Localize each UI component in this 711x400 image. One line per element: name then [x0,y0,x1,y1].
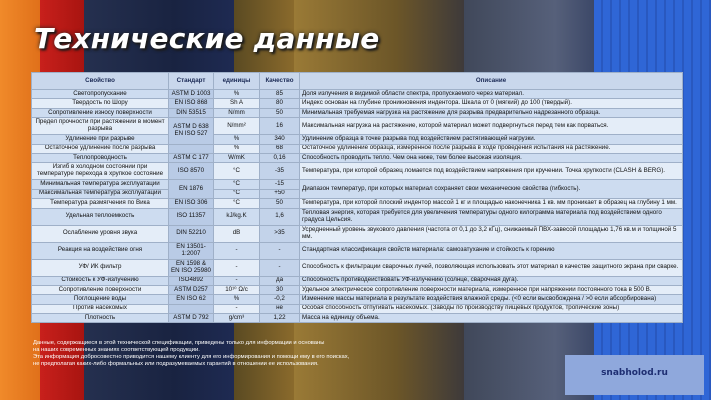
table-row [32,90,683,99]
cell-description: Способность проводить тепло. Чем она ниже, тем более высокая изоляция. [300,153,683,162]
cell-description: Индекс основан на глубине проникновения индентора. Шкала от 0 (мягкий) до 100 (твердый). [300,99,683,108]
cell-description: Температура, при которой образец ломается под воздействием напряжения при кручении. Точка хрупкости (CLASH & BERG). [300,163,683,180]
disclaimer-line: Данные, содержащиеся в этой технической спецификации, приведены только для информации и основаны [33,340,325,346]
cell-unit: W/mK [214,153,260,162]
cell-standard: EN 1598 & EN ISO 25980 [169,259,214,276]
cell-property: Ослабление уровня звука [32,225,169,242]
table-row [32,180,683,189]
cell-value: 50 [260,199,300,208]
cell-standard-line: ASTM D 638 [173,122,209,130]
cell-unit: °C [214,163,260,180]
table-row [32,295,683,304]
cell-description: Удлинение образца в точке разрыва под воздействием растягивающей нагрузки. [300,135,683,144]
cell-property: Поглощение воды [32,295,169,304]
cell-standard [169,304,214,313]
cell-unit: N/mm [214,108,260,117]
cell-unit: g/cm³ [214,314,260,323]
table-row [32,144,683,153]
cell-property: Светопропускание [32,90,169,99]
cell-unit: °C [214,180,260,189]
cell-property: Изгиб в холодном состоянии при температуре перехода в хрупкое состояние [32,163,169,180]
cell-unit: % [214,90,260,99]
cell-description: Стандартная классификация свойств материала: самозатухание и стойкость к горению [300,242,683,259]
table-header-row [32,73,683,90]
table-row [32,163,683,180]
cell-unit: kJ/kg.K [214,208,260,225]
cell-property: Удельная теплоемкость [32,208,169,225]
cell-property: Сопротивление износу поверхности [32,108,169,117]
cell-description: Способность противодействовать УФ-излучению (солнце, сварочная дуга). [300,276,683,285]
cell-unit: dB [214,225,260,242]
table-row [32,108,683,117]
cell-value: - [260,259,300,276]
header-standard: Стандарт [169,73,214,90]
cell-standard: ISO4892 [169,276,214,285]
cell-value: -35 [260,163,300,180]
cell-property: Плотность [32,314,169,323]
cell-unit: °C [214,189,260,198]
cell-value: 0,16 [260,153,300,162]
table-row [32,208,683,225]
cell-value: - [260,242,300,259]
table-row [32,225,683,242]
page-title: Технические данные [34,22,380,55]
cell-value: +50 [260,189,300,198]
cell-standard: ASTM D 1003 [169,90,214,99]
cell-unit: Sh A [214,99,260,108]
header-units: единицы [214,73,260,90]
cell-standard: EN ISO 868 [169,99,214,108]
cell-property: Остаточное удлинение после разрыва [32,144,169,153]
cell-value: не [260,304,300,313]
cell-property: Температура размягчения по Вика [32,199,169,208]
cell-description: Усредненный уровень звукового давления (частота от 0,1 до 3,2 кГц), снижаемый ПВХ-завесой площадью 1,76 кв.м и толщиной 5 мм. [300,225,683,242]
cell-value: 80 [260,99,300,108]
table-row [32,199,683,208]
site-watermark [565,355,704,395]
cell-standard: EN 1876 [169,180,214,199]
cell-description: Диапазон температур, при которых материал сохраняет свои механические свойства (гибкость). [300,180,683,199]
cell-unit: °C [214,199,260,208]
cell-description: Доля излучения в видимой области спектра, пропускаемого через материал. [300,90,683,99]
cell-value: >35 [260,225,300,242]
cell-standard [169,118,214,144]
header-quality: Качество [260,73,300,90]
cell-unit: N/mm² [214,118,260,135]
disclaimer-line: не предполагая каких-либо формальных или подразумеваемых гарантий в отношении ее использования. [33,360,319,367]
cell-standard: DIN 52210 [169,225,214,242]
cell-property: Стойкость к УФ-излучению [32,276,169,285]
cell-property: Твердость по Шору [32,99,169,108]
cell-property: Максимальная температура эксплуатации [32,189,169,198]
cell-property: Теплопроводность [32,153,169,162]
cell-description: Минимальная требуемая нагрузка на растяжение для разрыва предварительно надрезанного образца. [300,108,683,117]
cell-description: Остаточное удлинение образца, измеренное после разрыва в ходе проведения испытания на растяжение. [300,144,683,153]
disclaimer-line: Эта информация добросовестно приводится нашему клиенту для его информирования и помощи ему в его поисках, [33,353,350,360]
cell-unit: % [214,144,260,153]
cell-value: 50 [260,108,300,117]
cell-property: Минимальная температура эксплуатации [32,180,169,189]
tech-data-table-wrap [31,72,682,323]
table-row [32,242,683,259]
cell-property: Реакция на воздействие огня [32,242,169,259]
header-property: Свойство [32,73,169,90]
cell-standard: ISO 11357 [169,208,214,225]
cell-standard: ASTM C 177 [169,153,214,162]
cell-property: Предел прочности при растяжении в момент разрыва [32,118,169,135]
table-row [32,135,683,144]
cell-value: 30 [260,285,300,294]
cell-standard: ASTM D 792 [169,314,214,323]
cell-description: Особая способность отпугивать насекомых. (Заводы по производству пищевых продуктов, тропические зоны) [300,304,683,313]
cell-standard: ASTM D257 [169,285,214,294]
cell-property: Удлинение при разрыве [32,135,169,144]
cell-description: Максимальная нагрузка на растяжение, которой материал может подвергнуться перед тем как порваться. [300,118,683,135]
table-row [32,259,683,276]
cell-standard: EN ISO 306 [169,199,214,208]
cell-value: да [260,276,300,285]
table-row [32,118,683,135]
cell-description: Способность к фильтрации сварочных лучей, позволяющая использовать этот материал в качестве защитного экрана при сварке. [300,259,683,276]
table-row [32,285,683,294]
cell-value: 340 [260,135,300,144]
cell-description: Изменение массы материала в результате воздействия влажной среды. (<0 если высвобождена / >0 если абсорбирована) [300,295,683,304]
cell-standard: EN 13501-1:2007 [169,242,214,259]
disclaimer-notes [33,340,433,368]
cell-value: 1,6 [260,208,300,225]
tech-data-table [31,72,683,323]
cell-standard [169,144,214,153]
cell-standard: EN ISO 62 [169,295,214,304]
header-description: Описание [300,73,683,90]
cell-property: Против насекомых [32,304,169,313]
table-row [32,99,683,108]
disclaimer-line: на наших современных знаниях соответствующей продукции. [33,346,200,353]
cell-standard: DIN 53515 [169,108,214,117]
cell-value: 16 [260,118,300,135]
cell-value: 1,22 [260,314,300,323]
site-url: snabholod.ru [601,368,668,378]
table-row [32,153,683,162]
cell-standard: ISO 8570 [169,163,214,180]
cell-description: Масса на единицу объема. [300,314,683,323]
table-row [32,276,683,285]
cell-value: -15 [260,180,300,189]
cell-value: 68 [260,144,300,153]
cell-unit: % [214,135,260,144]
cell-property: Сопротивление поверхности [32,285,169,294]
cell-standard-line: EN ISO 527 [174,129,208,137]
cell-property: УФ/ ИК фильтр [32,259,169,276]
cell-unit: 10¹⁰ Ω/c [214,285,260,294]
table-row [32,314,683,323]
cell-unit: - [214,242,260,259]
cell-value: 85 [260,90,300,99]
cell-unit: - [214,259,260,276]
table-row [32,304,683,313]
cell-description: Удельное электрическое сопротивление поверхности материала, измеренное при напряжении постоянного тока в 500 В. [300,285,683,294]
cell-unit: - [214,276,260,285]
cell-unit: - [214,304,260,313]
cell-description: Тепловая энергия, которая требуется для увеличения температуры одного килограмма материала под воздействием одного градуса Цельсия. [300,208,683,225]
cell-unit: % [214,295,260,304]
cell-description: Температура, при которой плоский индентор массой 1 кг и площадью наконечника 1 кв. мм проникает в образец на глубину 1 мм. [300,199,683,208]
cell-value: -0,2 [260,295,300,304]
